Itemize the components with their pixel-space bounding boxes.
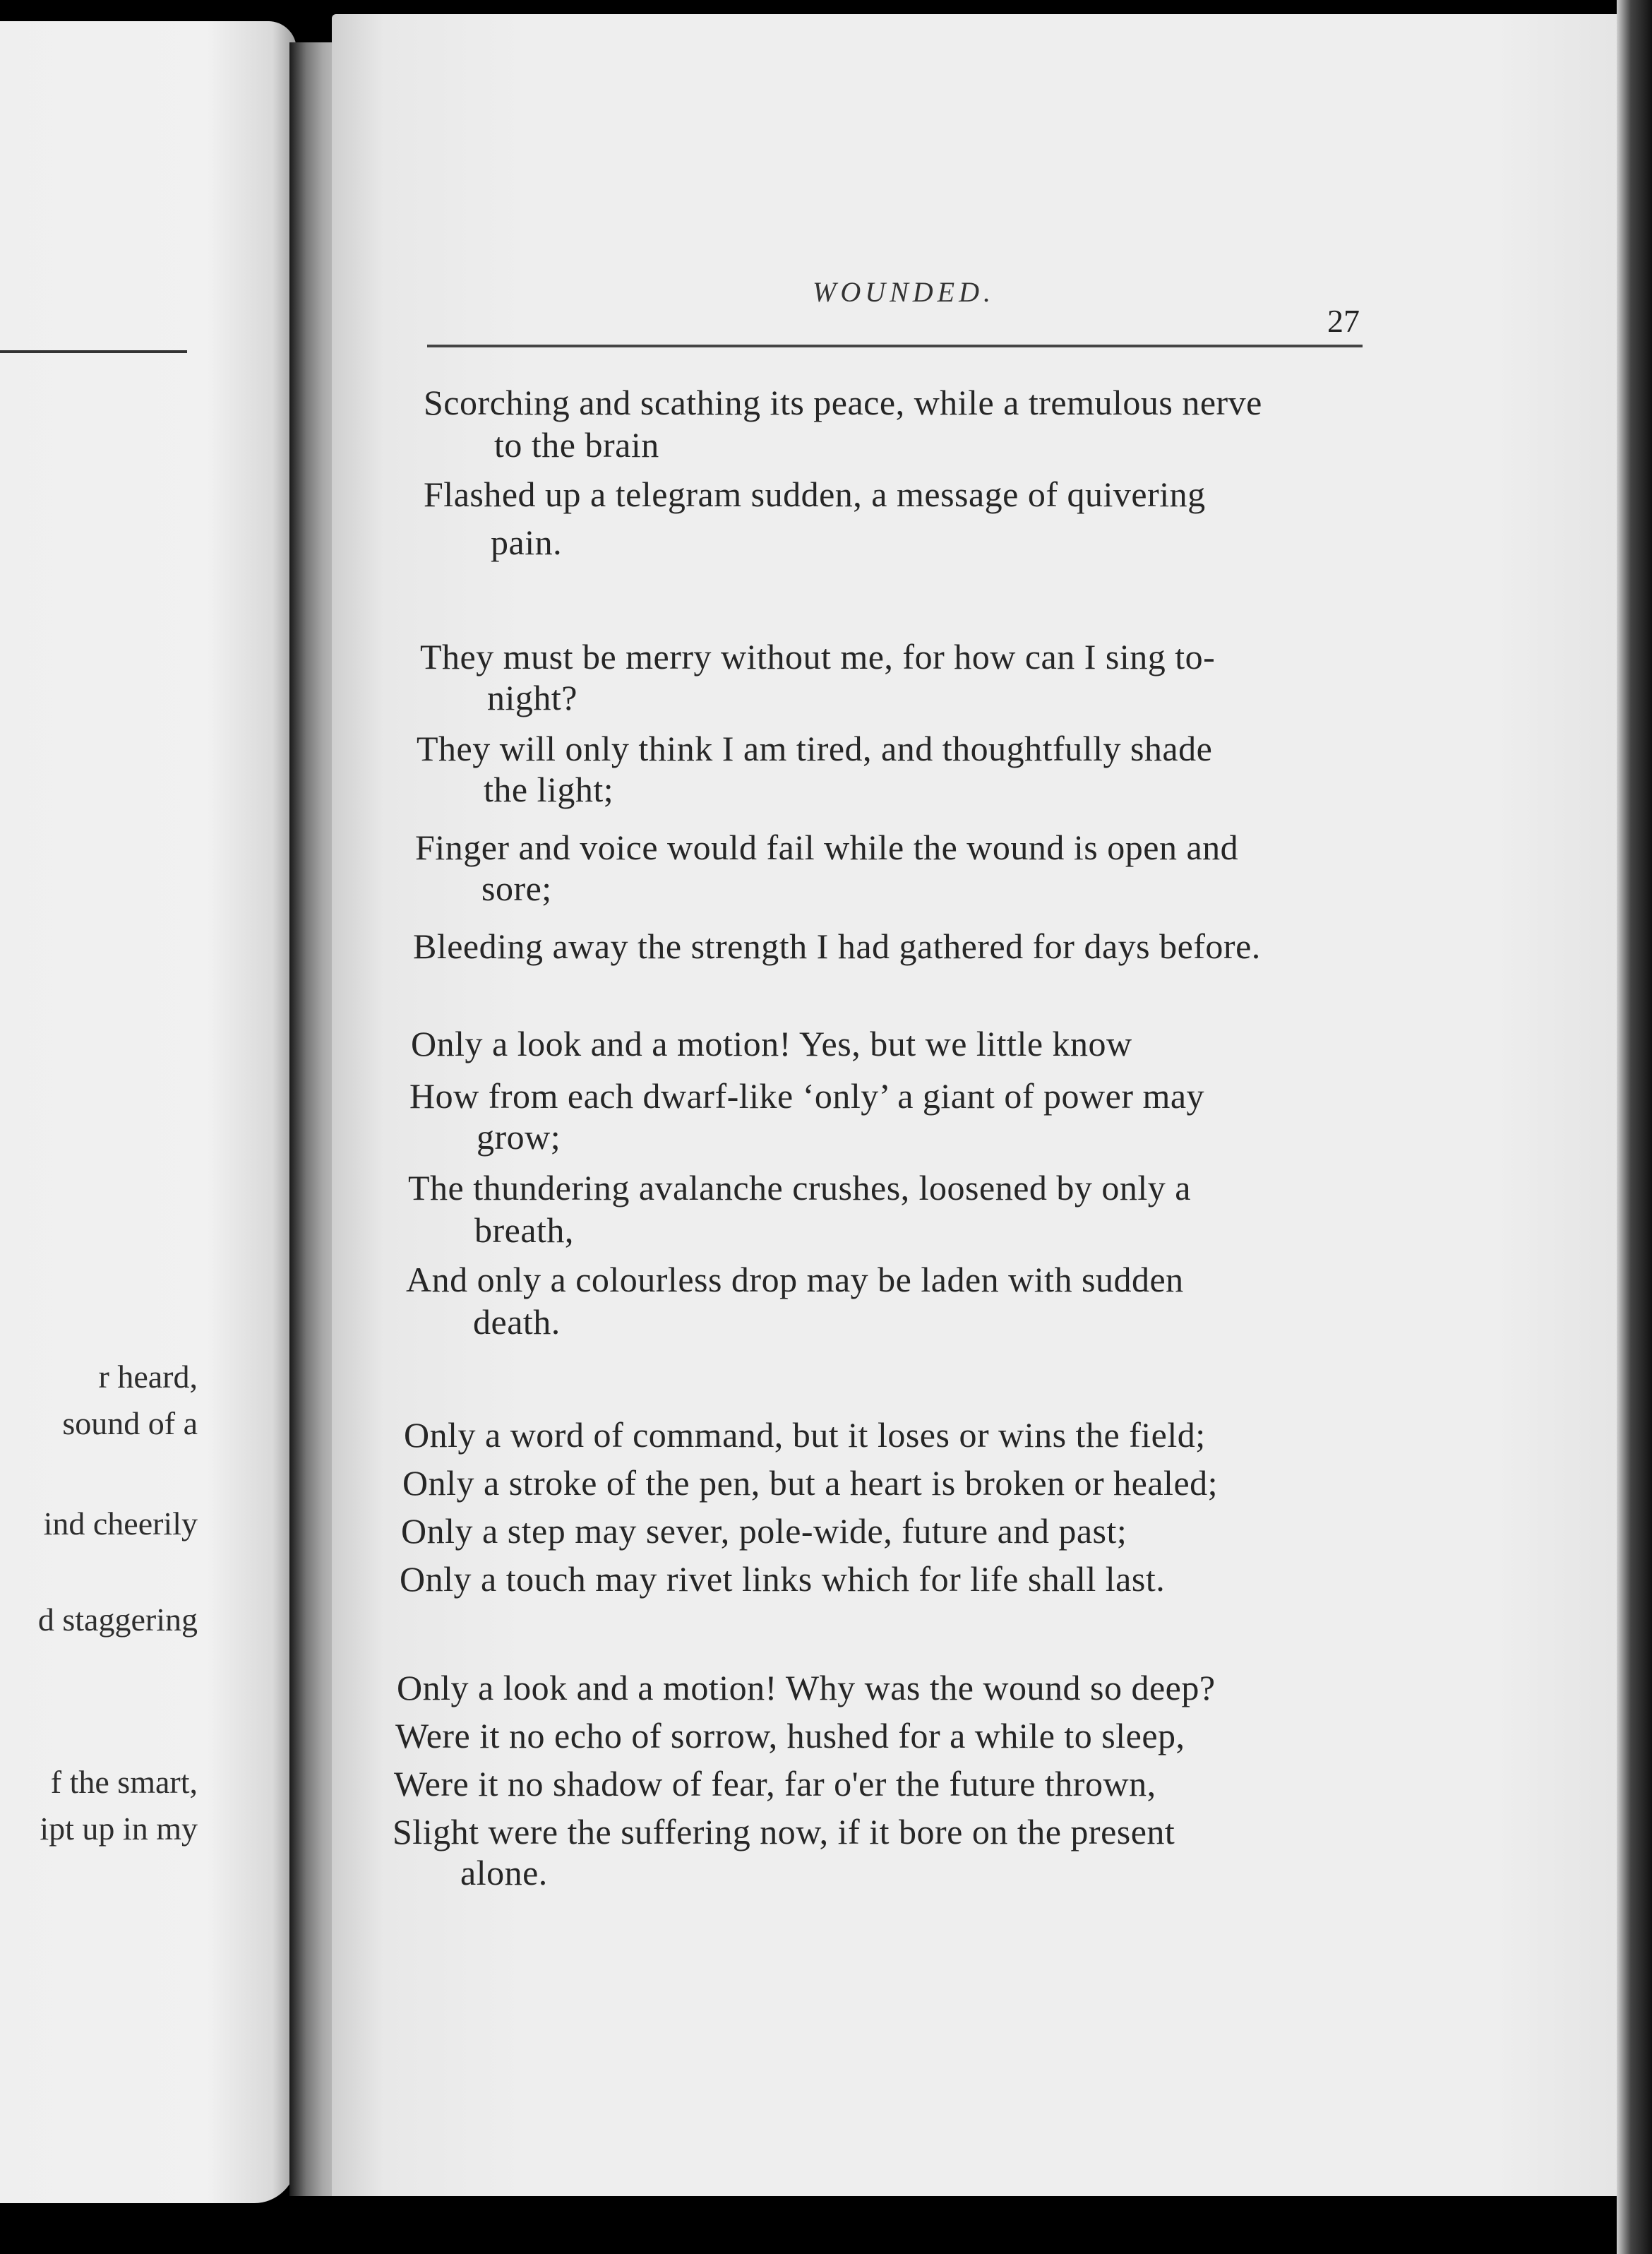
poem-line: the light; [484,770,614,809]
left-line: d staggering [37,1602,198,1638]
poem-line: Only a touch may rivet links which for life shall last. [400,1559,1166,1599]
header-rule [427,345,1363,347]
poem-line: sore; [481,869,552,908]
poem-line: And only a colourless drop may be laden with sudden [406,1260,1184,1299]
poem-line: Scorching and scathing its peace, while a tremulous nerve [424,383,1262,422]
poem-line: Bleeding away the strength I had gathered for days before. [413,926,1261,966]
running-head: WOUNDED. [813,276,995,308]
poem-line: Only a word of command, but it loses or wins the field; [404,1415,1206,1455]
left-page-rule [0,350,187,353]
poem-line: night? [487,678,577,717]
poem-line: How from each dwarf-like ‘only’ a giant of power may [409,1076,1205,1116]
left-page [0,21,297,2203]
poem-line: Only a look and a motion! Why was the wound so deep? [397,1668,1216,1707]
poem-line: pain. [491,523,563,562]
left-line: f the smart, [50,1764,198,1800]
poem-line: Were it no shadow of fear, far o'er the future thrown, [394,1764,1156,1803]
poem-line: Were it no echo of sorrow, hushed for a while to sleep, [395,1716,1185,1755]
poem-line: Slight were the suffering now, if it bore on the present [393,1812,1175,1852]
page-number: 27 [1327,303,1360,339]
poem-line: Only a look and a motion! Yes, but we little know [411,1024,1132,1063]
page-edge [1617,0,1652,2254]
left-line: sound of a [62,1405,198,1441]
left-line: r heard, [98,1359,198,1395]
left-line: ipt up in my [40,1811,198,1847]
poem-line: Only a step may sever, pole-wide, future and past; [401,1511,1127,1551]
poem-line: death. [473,1302,561,1342]
left-line: ind cheerily [43,1505,198,1542]
poem-line: Finger and voice would fail while the wound is open and [415,828,1239,867]
poem-line: They must be merry without me, for how can I sing to- [420,637,1216,676]
poem-line: breath, [474,1210,574,1250]
poem-line: The thundering avalanche crushes, loosened by only a [408,1168,1191,1208]
poem-line: alone. [460,1853,548,1892]
poem-line: to the brain [494,425,659,465]
poem-line: grow; [477,1117,561,1157]
poem-line: Flashed up a telegram sudden, a message of quivering [424,475,1206,514]
poem-line: They will only think I am tired, and thoughtfully shade [417,729,1213,768]
poem-line: Only a stroke of the pen, but a heart is broken or healed; [402,1463,1219,1503]
